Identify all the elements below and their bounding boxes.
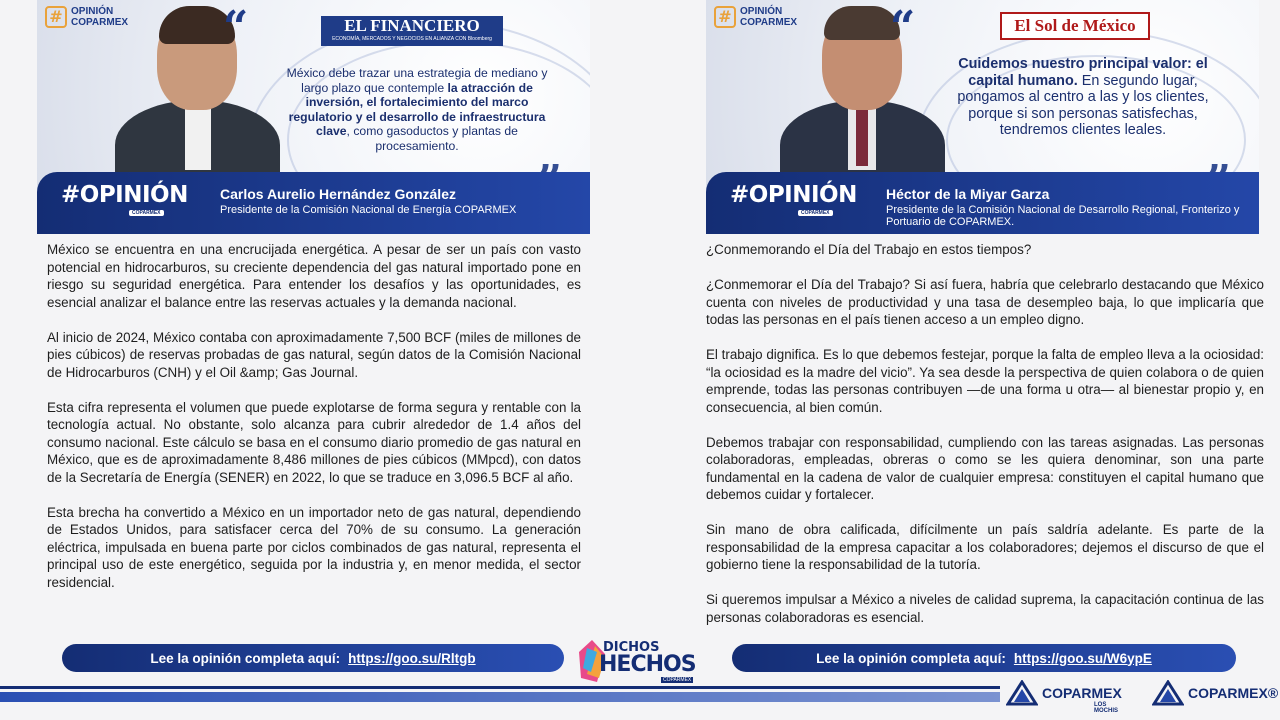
paragraph: Si queremos impulsar a México a niveles de calidad suprema, la capacitación continua de las personas colaboradoras es esencial. <box>706 592 1264 625</box>
right-opinion-column <box>706 0 1259 234</box>
author-bar <box>37 172 590 234</box>
right-banner <box>706 0 1259 234</box>
author-role: Presidente de la Comisión Nacional de Desarrollo Regional, Fronterizo y Portuario de COPARMEX. <box>886 204 1240 228</box>
hashtag-icon: # <box>714 6 736 28</box>
author-name: Carlos Aurelio Hernández González <box>220 186 456 202</box>
opinion-tag-text: OPINIÓN COPARMEX <box>740 6 798 28</box>
author-bar <box>706 172 1259 234</box>
coparmex-los-mochis-brand: COPARMEX LOS MOCHIS <box>1006 680 1122 706</box>
quote-text: México debe trazar una estrategia de mediano y largo plazo que contemple la atracción de inversión, el fortalecimiento del marco regulatorio y el desarrollo de infraestructura clave, como gasoductos y plantas de procesamiento. <box>286 66 548 153</box>
paragraph: Debemos trabajar con responsabilidad, cumpliendo con las tareas asignadas. Las personas colaboradoras, empleadas, obreras o como se les quiera denominar, son una parte fundamental en la cadena de valor de cualquier empresa: constituyen el capital humano que debemos cuidar y fortalecer. <box>706 434 1264 502</box>
coparmex-icon <box>1152 680 1184 706</box>
author-photo <box>780 0 945 175</box>
quote-open-icon: “ <box>223 2 249 53</box>
opinion-logo: #OPINIÓN <box>730 182 857 208</box>
read-more-label: Lee la opinión completa aquí: <box>816 650 1006 666</box>
paragraph: ¿Conmemorar el Día del Trabajo? Si así fuera, habría que celebrarlo destacando que México cuenta con niveles de productividad y una tasa de desempleo baja, lo que implicaría que todas las personas en el país tienen acceso a un empleo digno. <box>706 277 1264 327</box>
paragraph: Esta brecha ha convertido a México en un importador neto de gas natural, dependiendo de Estados Unidos, para satisfacer cerca del 70% de su consumo. La generación eléctrica, impulsada en buena parte por ciclos combinados de gas natural, representa el principal uso de este energético, seguida por la industria y, en menor medida, el sector residencial. <box>47 504 581 590</box>
paragraph: México se encuentra en una encrucijada energética. A pesar de ser un país con vasto potencial en hidrocarburos, su creciente dependencia del gas natural importado pone en riesgo su seguridad energética. Para entender los desafíos y las oportunidades, es esencial analizar el balance entre las reservas actuales y la demanda nacional. <box>47 242 581 310</box>
footer-bar <box>0 692 1000 702</box>
dichos-hechos-logo: DICHOS HECHOS COPARMEX <box>577 636 705 684</box>
opinion-tag <box>45 6 128 28</box>
quote-text: Cuidemos nuestro principal valor: el capital humano. En segundo lugar, pongamos al centro a las y los clientes, porque si son personas satisfechas, tendremos clientes leales. <box>957 56 1209 139</box>
author-name: Héctor de la Miyar Garza <box>886 186 1050 202</box>
opinion-logo-sub: COPARMEX <box>129 210 164 216</box>
read-more-label: Lee la opinión completa aquí: <box>150 650 341 666</box>
read-more-url[interactable]: https://goo.su/W6ypE <box>1013 650 1152 666</box>
paragraph: Sin mano de obra calificada, difícilmente un país saldría adelante. Es parte de la responsabilidad de la empresa capacitar a los colaboradores; dejemos el discurso de que el gobierno tiene la responsabilidad de la tutoría. <box>706 522 1264 572</box>
read-more-url[interactable]: https://goo.su/Rltgb <box>348 650 476 666</box>
opinion-logo-sub: COPARMEX <box>798 210 833 216</box>
paragraph: El trabajo dignifica. Es lo que debemos festejar, porque la falta de empleo lleva a la ociosidad: “la ociosidad es la madre del vicio”. Ya sea desde la perspectiva de quien colabora o de quien emprende, todas las personas contribuyen —de una forma u otra— al bienestar propio y, en consecuencia, al bien común. <box>706 347 1264 415</box>
coparmex-brand: COPARMEX® <box>1152 680 1278 706</box>
author-role: Presidente de la Comisión Nacional de Energía COPARMEX <box>220 204 517 216</box>
left-opinion-column <box>37 0 590 234</box>
coparmex-icon <box>1006 680 1038 706</box>
opinion-logo: #OPINIÓN <box>61 182 188 208</box>
right-read-more-link[interactable] <box>732 644 1236 672</box>
el-sol-de-mexico-logo: El Sol de México <box>1000 12 1150 40</box>
paragraph: Esta cifra representa el volumen que puede explotarse de forma segura y rentable con la tecnología actual. No obstante, solo alcanza para cubrir alrededor de 1.4 años del consumo nacional. Este cálculo se basa en el consumo diario promedio de gas natural en México, que es de aproximadamente 8,486 millones de pies cúbicos (MMpcd), con datos de la Secretaría de Energía (SENER) en 2022, lo que se traduce en 3,096.5 BCF al año. <box>47 399 581 485</box>
opinion-tag-text: OPINIÓN COPARMEX <box>71 6 129 28</box>
paragraph: Al inicio de 2024, México contaba con aproximadamente 7,500 BCF (miles de millones de pies cúbicos) de reservas probadas de gas natural, según datos de la Comisión Nacional de Hidrocarburos (CNH) y el Oil &amp; Gas Journal. <box>47 329 581 380</box>
quote-open-icon: “ <box>890 2 916 53</box>
footer-line <box>0 686 1000 689</box>
right-article <box>706 241 1264 626</box>
el-financiero-logo: EL FINANCIERO ECONOMÍA, MERCADOS Y NEGOCIOS EN ALIANZA CON Bloomberg <box>321 16 503 46</box>
paragraph: ¿Conmemorando el Día del Trabajo en estos tiempos? <box>706 242 1032 257</box>
author-photo <box>115 0 280 175</box>
left-banner <box>37 0 590 234</box>
left-article <box>47 241 581 591</box>
opinion-tag <box>714 6 797 28</box>
left-read-more-link[interactable] <box>62 644 564 672</box>
hashtag-icon: # <box>45 6 67 28</box>
